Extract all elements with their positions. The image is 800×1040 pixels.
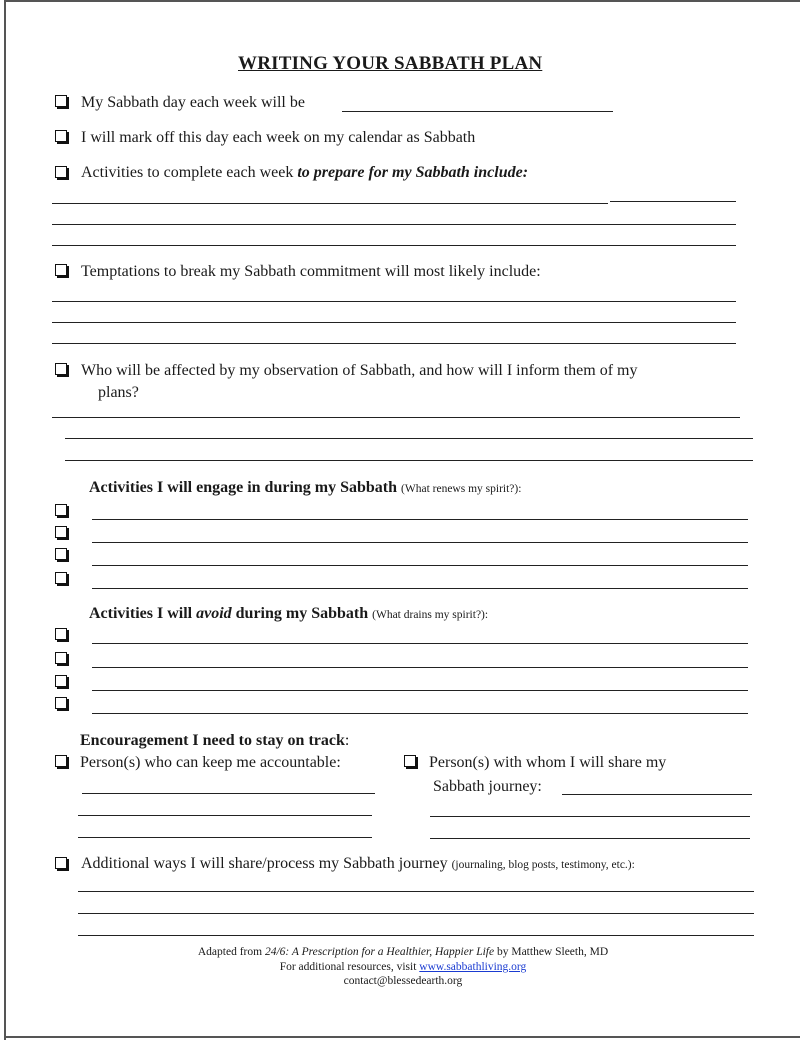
share-label-line2: Sabbath journey: [433, 778, 542, 795]
prepare-line[interactable] [52, 203, 608, 204]
engage-heading [89, 478, 521, 499]
checkbox-mark-calendar[interactable] [55, 130, 67, 142]
checkbox-engage-4[interactable] [55, 572, 67, 584]
checkbox-avoid-4[interactable] [55, 697, 67, 709]
share-line[interactable] [430, 838, 750, 839]
sabbath-day-label: My Sabbath day each week will be [81, 94, 305, 111]
accountable-line[interactable] [78, 837, 372, 838]
mark-calendar-label: I will mark off this day each week on my calendar as Sabbath [81, 129, 476, 146]
engage-heading-note: (What renews my spirit?): [401, 483, 522, 495]
checkbox-avoid-2[interactable] [55, 652, 67, 664]
prepare-label-emphasis: to prepare for my Sabbath include: [297, 164, 529, 181]
footer-adapted-post: by Matthew Sleeth, MD [494, 946, 609, 958]
additional-label [81, 854, 635, 875]
checkbox-engage-1[interactable] [55, 504, 67, 516]
avoid-heading [89, 604, 488, 625]
engage-line[interactable] [92, 542, 748, 543]
footer-attribution [100, 946, 706, 959]
affected-line[interactable] [65, 438, 753, 439]
footer-website-link[interactable]: www.sabbathliving.org [419, 961, 527, 973]
checkbox-sabbath-day[interactable] [55, 95, 67, 107]
checkbox-avoid-3[interactable] [55, 675, 67, 687]
additional-line[interactable] [78, 913, 754, 914]
temptations-line[interactable] [52, 322, 736, 323]
avoid-line[interactable] [92, 690, 748, 691]
encouragement-heading-colon: : [344, 732, 350, 749]
prepare-label [81, 163, 528, 183]
prepare-line[interactable] [52, 245, 736, 246]
temptations-label: Temptations to break my Sabbath commitment will most likely include: [81, 263, 541, 280]
avoid-line[interactable] [92, 643, 748, 644]
avoid-line[interactable] [92, 667, 748, 668]
page-border-bottom [4, 1036, 800, 1038]
footer-email: contact@blessedearth.org [343, 975, 463, 987]
accountable-line[interactable] [82, 793, 375, 794]
footer-resources-pre: For additional resources, visit [279, 961, 420, 973]
checkbox-engage-2[interactable] [55, 526, 67, 538]
engage-heading-text: Activities I will engage in during my Sabbath [89, 479, 398, 496]
checkbox-avoid-1[interactable] [55, 628, 67, 640]
encouragement-heading-text: Encouragement I need to stay on track [80, 732, 345, 749]
page-border-left [4, 0, 6, 1040]
page-border-top [4, 0, 800, 2]
share-label-line1: Person(s) with whom I will share my [429, 754, 667, 771]
avoid-heading-pre: Activities I will [89, 605, 197, 622]
additional-line[interactable] [78, 935, 754, 936]
footer-book-title: 24/6: A Prescription for a Healthier, Happier Life [264, 946, 495, 958]
page-title: WRITING YOUR SABBATH PLAN [238, 53, 543, 74]
engage-line[interactable] [92, 565, 748, 566]
share-line[interactable] [562, 794, 752, 795]
temptations-line[interactable] [52, 343, 736, 344]
checkbox-additional[interactable] [55, 857, 67, 869]
additional-label-main: Additional ways I will share/process my Sabbath journey [81, 855, 448, 872]
avoid-heading-note: (What drains my spirit?): [372, 609, 489, 621]
affected-line[interactable] [65, 460, 753, 461]
temptations-line[interactable] [52, 301, 736, 302]
checkbox-temptations[interactable] [55, 264, 67, 276]
checkbox-engage-3[interactable] [55, 548, 67, 560]
avoid-line[interactable] [92, 713, 748, 714]
avoid-heading-post: during my Sabbath [231, 605, 369, 622]
affected-label-line1: Who will be affected by my observation of Sabbath, and how will I inform them of my [81, 362, 638, 379]
prepare-label-lead: Activities to complete each week [81, 164, 298, 181]
checkbox-accountable[interactable] [55, 755, 67, 767]
affected-label-line2: plans? [98, 384, 139, 401]
prepare-line[interactable] [610, 201, 736, 202]
engage-line[interactable] [92, 588, 748, 589]
affected-line[interactable] [52, 417, 740, 418]
prepare-line[interactable] [52, 224, 736, 225]
checkbox-share-journey[interactable] [404, 755, 416, 767]
checkbox-prepare[interactable] [55, 166, 67, 178]
checkbox-affected[interactable] [55, 363, 67, 375]
accountable-line[interactable] [78, 815, 372, 816]
engage-line[interactable] [92, 519, 748, 520]
sabbath-day-blank[interactable] [342, 111, 613, 112]
share-line[interactable] [430, 816, 750, 817]
footer-resources [100, 961, 706, 974]
avoid-heading-emphasis: avoid [196, 605, 232, 622]
encouragement-heading [80, 731, 349, 751]
accountable-label: Person(s) who can keep me accountable: [80, 754, 341, 771]
additional-label-note: (journaling, blog posts, testimony, etc.): [451, 859, 635, 871]
additional-line[interactable] [78, 891, 754, 892]
footer-adapted-pre: Adapted from [197, 946, 265, 958]
